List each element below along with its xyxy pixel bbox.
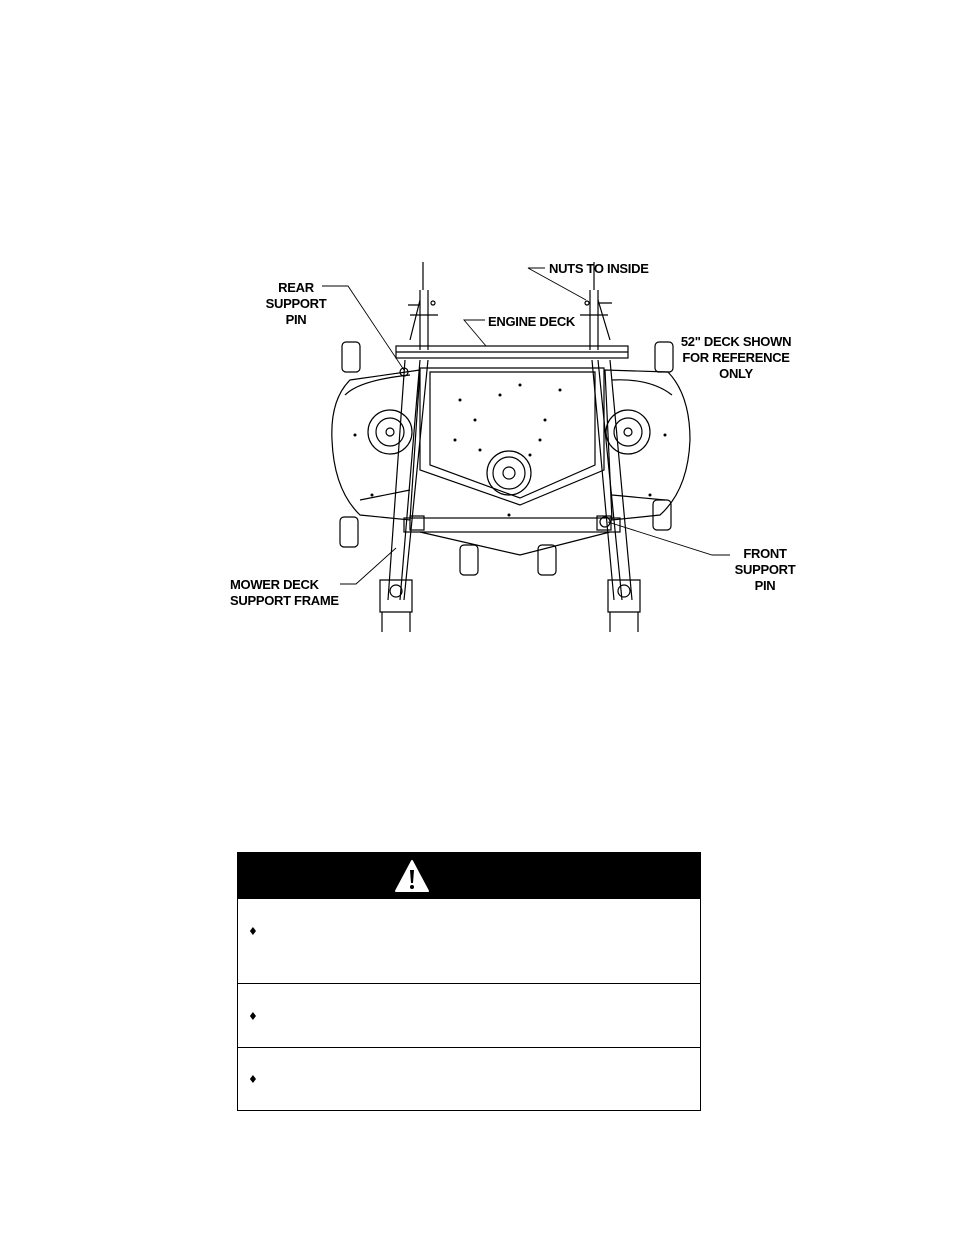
- right-upright: [590, 290, 598, 350]
- label-deck-reference: 52" DECK SHOWN FOR REFERENCE ONLY: [680, 334, 792, 381]
- label-mower-deck-support-frame: MOWER DECK SUPPORT FRAME: [230, 577, 339, 608]
- warning-item: [238, 983, 700, 1047]
- right-pulley: [606, 410, 650, 454]
- deck-housing: [332, 370, 420, 520]
- warning-item: [238, 899, 700, 983]
- bullet: ♦: [248, 925, 258, 938]
- left-upright: [420, 290, 428, 350]
- caster-wheel: [342, 342, 360, 372]
- warning-box: [237, 852, 701, 1111]
- front-bar: [404, 518, 620, 532]
- bullet: ♦: [248, 1073, 258, 1086]
- label-engine-deck: ENGINE DECK: [488, 314, 575, 329]
- bullet: ♦: [248, 1010, 258, 1023]
- leader-rear-pin: [322, 286, 404, 370]
- label-rear-support-pin: REAR SUPPORT PIN: [265, 280, 327, 327]
- left-frame-tube-inner: [404, 360, 428, 600]
- warning-header: [238, 853, 700, 899]
- left-frame-tube: [388, 360, 420, 600]
- leader-frame: [340, 548, 396, 584]
- leader-engine-deck: [464, 320, 486, 346]
- engine-deck-plate: [420, 368, 604, 505]
- warning-item: [238, 1047, 700, 1110]
- label-front-support-pin: FRONT SUPPORT PIN: [734, 546, 796, 593]
- label-nuts-to-inside: NUTS TO INSIDE: [549, 261, 649, 276]
- left-pulley: [368, 410, 412, 454]
- warning-triangle-icon: [394, 859, 430, 893]
